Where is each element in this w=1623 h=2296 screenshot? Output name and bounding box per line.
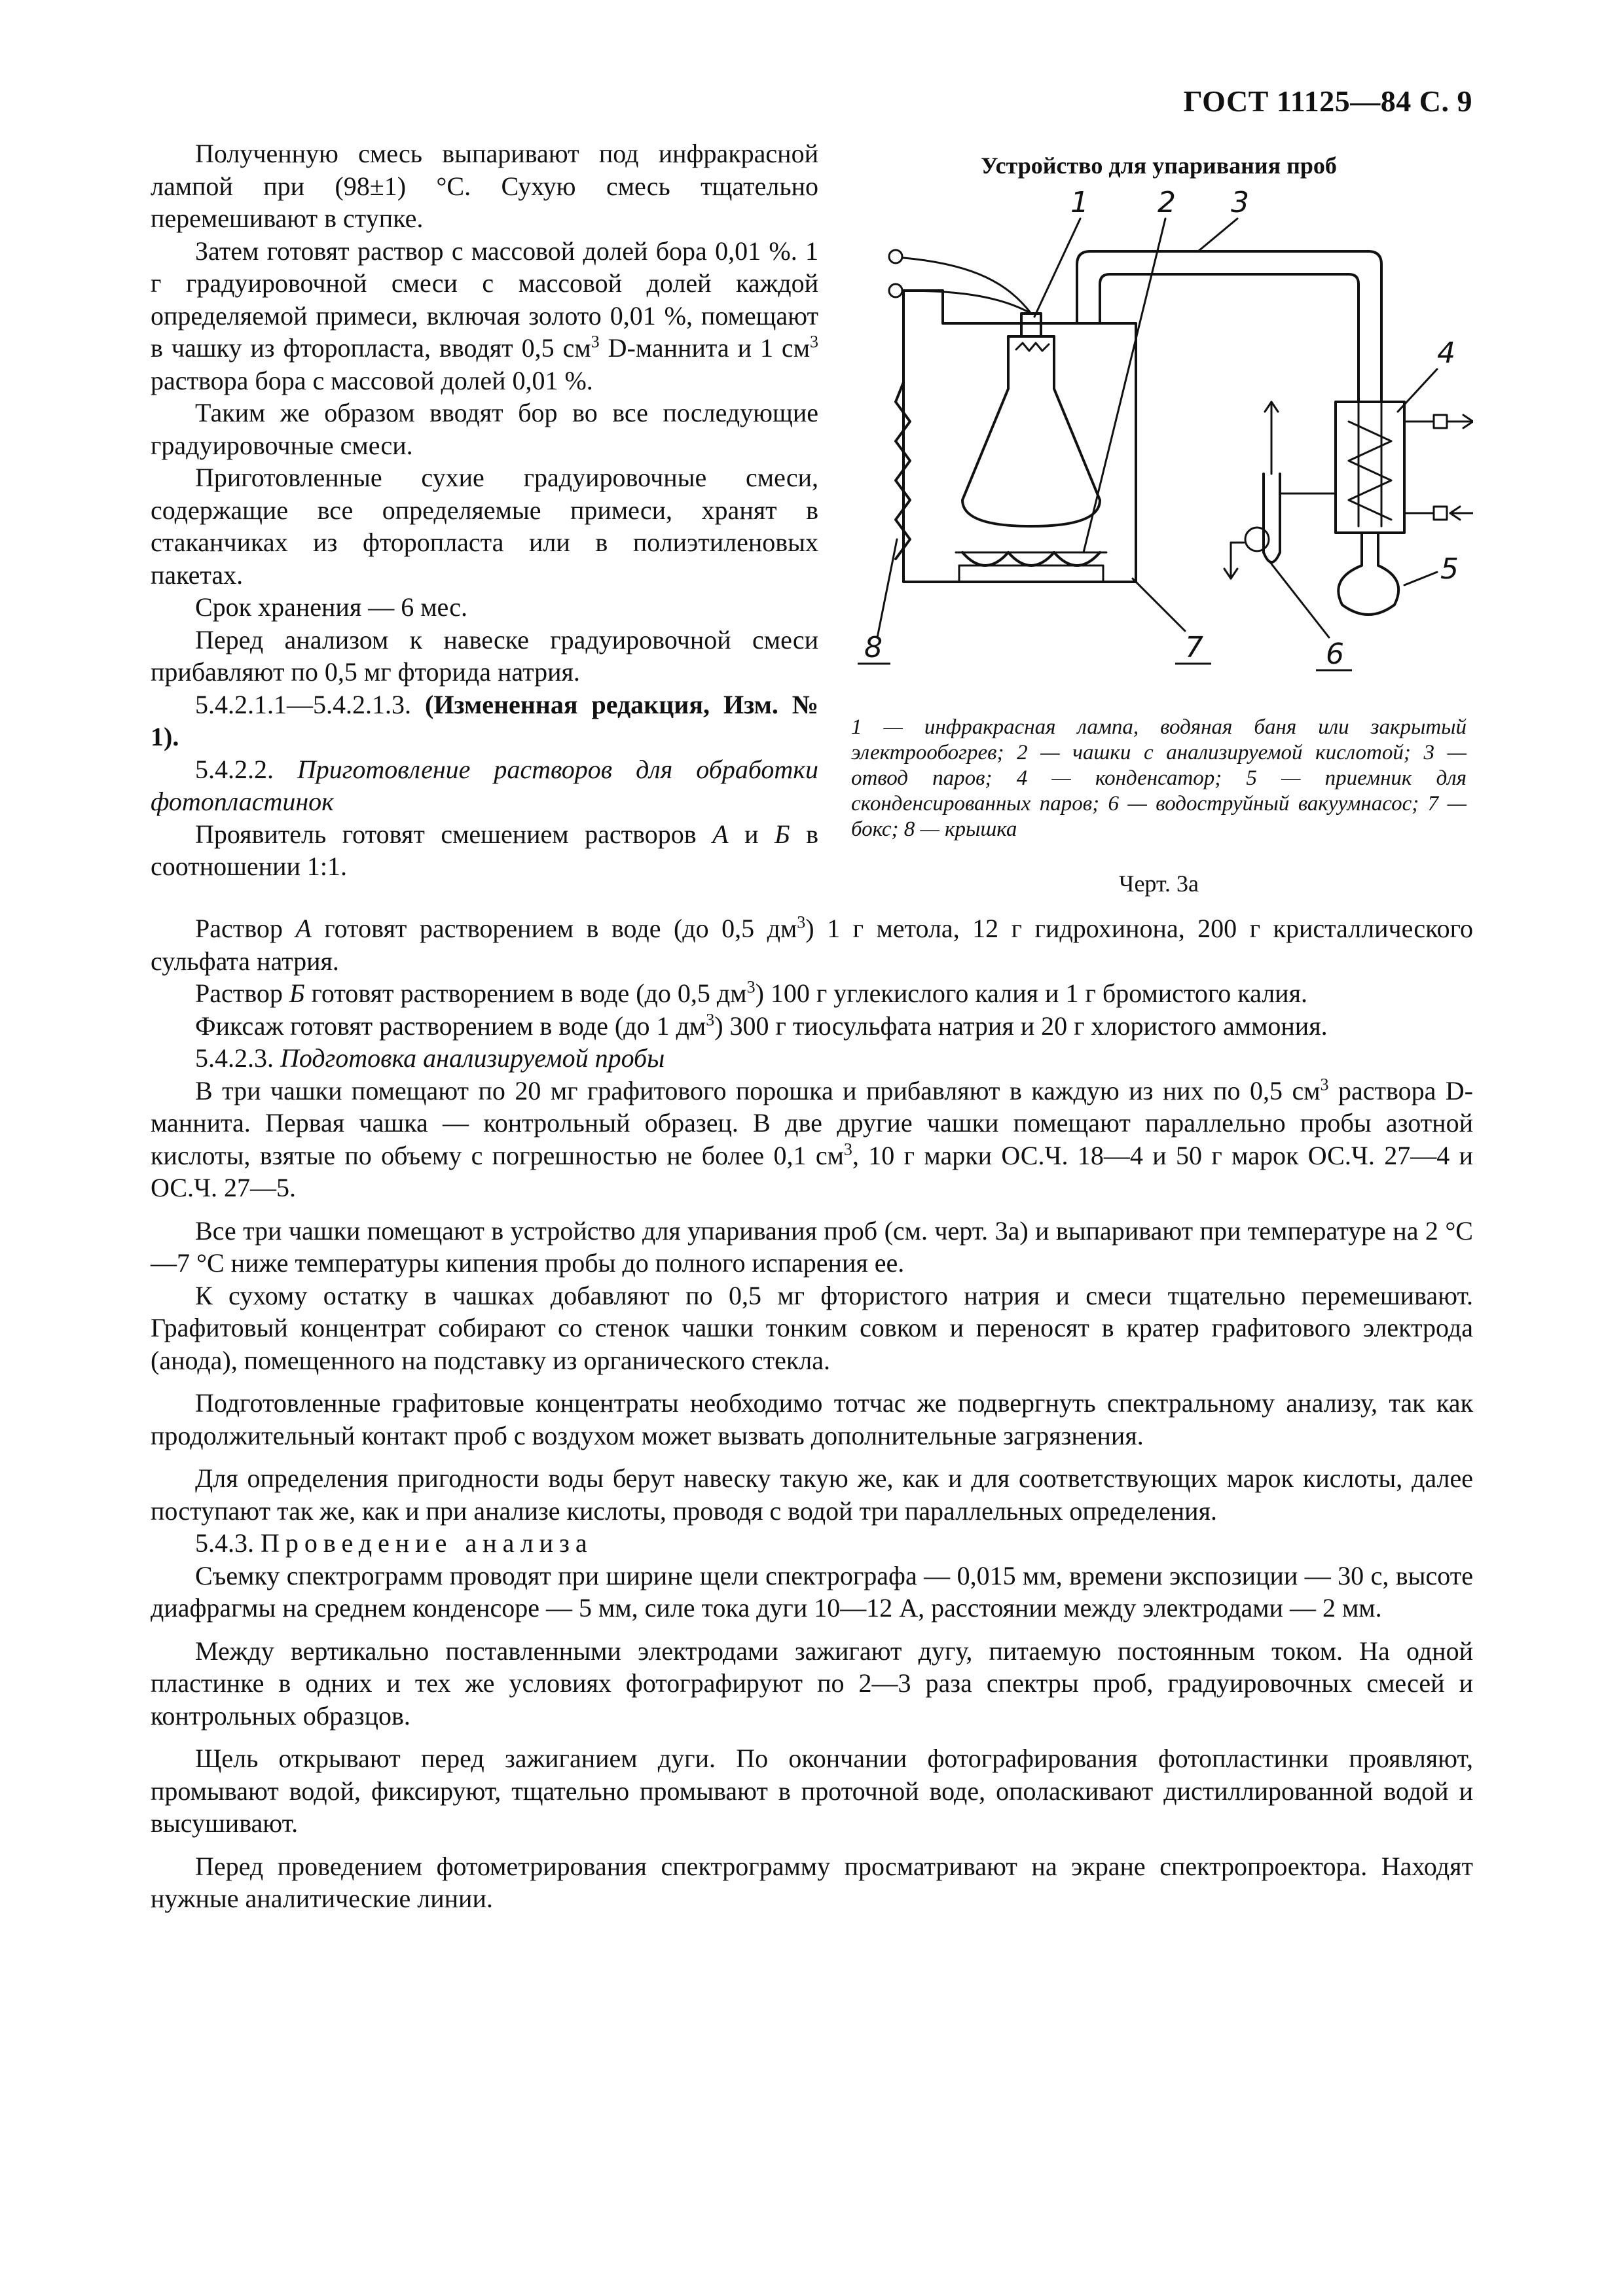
label-5: 5 <box>1440 552 1459 586</box>
paragraph: Щель открывают перед зажиганием дуги. По окончании фотографирования фотопластинки проявляют, промывают водой, фиксируют, тщательно промывают в проточной воде, ополаскивают дистиллированной водой и высушивают. <box>151 1744 1473 1838</box>
paragraph: В три чашки помещают по 20 мг графитового порошка и прибавляют в каждую из них по 0,5 $см^3$ раствора D-маннита. Первая чашка — контрольный образец. В две другие чашки помещают параллельно пробы азотной кислоты, взятые по объему с погрешностью не более 0,1 $см^3$, 10 г марки ОС.Ч. 18—4 и 50 г марок ОС.Ч. 27—4 и ОС.Ч. 27—5. <box>151 1075 1473 1202</box>
paragraph: Раствор Б готовят растворением в воде (до 0,5 $дм^3$) 100 г углекислого калия и 1 г бромистого калия. <box>195 977 1307 1008</box>
paragraph: Проявитель готовят смешением растворов А и Б в соотношении 1:1. <box>151 819 818 881</box>
apparatus-diagram <box>845 186 1473 696</box>
receiver-flask <box>1338 533 1398 615</box>
paragraph: Приготовленные сухие градуировочные смеси, содержащие все определяемые примеси, хранят в стаканчиках из фторопласта или в полиэтиленовых пакетах. <box>151 463 818 590</box>
label-8: 8 <box>864 631 883 664</box>
figure-number: Черт. 3а <box>1119 870 1199 897</box>
paragraph: Фиксаж готовят растворением в воде (до 1 $дм^3$) 300 г тиосульфата натрия и 20 г хлористого аммония. <box>195 1010 1328 1041</box>
label-4: 4 <box>1437 336 1455 370</box>
paragraph: Перед проведением фотометрирования спектрограмму просматривают на экране спектропроектора. Находят нужные аналитические линии. <box>151 1851 1473 1913</box>
left-column <box>151 137 818 883</box>
paragraph: Перед анализом к навеске градуировочной смеси прибавляют по 0,5 мг фторида натрия. <box>151 624 818 687</box>
paragraph: Таким же образом вводят бор во все последующие градуировочные смеси. <box>151 398 818 460</box>
sample-cups <box>962 552 1008 565</box>
paragraph: Раствор А готовят растворением в воде (до 0,5 $дм^3$) 1 г метола, 12 г гидрохинона, 200 г кристаллического сульфата натрия. <box>151 912 1473 976</box>
lamp-flask <box>962 336 1100 526</box>
section-heading: 5.4.3. Проведение анализа <box>195 1528 593 1558</box>
label-6: 6 <box>1326 637 1344 671</box>
paragraph: Подготовленные графитовые концентраты необходимо тотчас же подвергнуть спектральному анализу, так как продолжительный контакт проб с воздухом может вызвать дополнительные загрязнения. <box>151 1388 1473 1450</box>
paragraph: Между вертикально поставленными электродами зажигают дугу, питаемую постоянным током. На одной пластинке в одних и тех же условиях фотографируют по 2—3 раза спектры проб, градуировочных смесей и контрольных образцов. <box>151 1636 1473 1731</box>
section-heading: 5.4.2.3. Подготовка анализируемой пробы <box>195 1043 665 1073</box>
main-text <box>151 912 1473 1915</box>
condenser <box>1336 402 1404 533</box>
paragraph: Затем готовят раствор с массовой долей бора 0,01 %. 1 г градуировочной смеси с массовой долей каждой определяемой примеси, включая золото 0,01 %, помещают в чашку из фторопласта, вводят 0,5 $см^3$ D-маннита и 1 $см^3$ раствора бора с массовой долей 0,01 %. <box>151 236 819 395</box>
figure-caption: 1 — инфракрасная лампа, водяная баня или закрытый электрообогрев; 2 — чашки с анализируемой кислотой; 3 — отвод паров; 4 — конденсатор; 5 — приемник для сконденсированных паров; 6 — водоструйный вакуумнасос; 7 — бокс; 8 — крышка <box>851 715 1467 841</box>
label-1: 1 <box>1070 186 1089 219</box>
label-3: 3 <box>1231 186 1249 219</box>
paragraph: Съемку спектрограмм проводят при ширине щели спектрографа — 0,015 мм, времени экспозиции — 30 с, высоте диафрагмы на среднем конденсоре — 5 мм, силе тока дуги 10—12 А, расстоянии между электродами — 2 мм. <box>151 1560 1473 1623</box>
box-outline <box>903 291 1136 582</box>
figure-title: Устройство для упаривания проб <box>981 152 1337 179</box>
section-heading: 5.4.2.2. Приготовление растворов для обработки фотопластинок <box>151 754 819 816</box>
paragraph: Все три чашки помещают в устройство для упаривания проб (см. черт. 3а) и выпаривают при температуре на 2 °С—7 °С ниже температуры кипения пробы до полного испарения ее. <box>151 1215 1473 1278</box>
paragraph: Полученную смесь выпаривают под инфракрасной лампой при (98±1) °С. Сухую смесь тщательно перемешивают в ступке. <box>151 139 818 233</box>
label-2: 2 <box>1158 186 1176 219</box>
figure-block <box>845 152 1473 897</box>
page-header: ГОСТ 11125—84 С. 9 <box>1183 84 1472 118</box>
paragraph: Срок хранения — 6 мес. <box>195 592 468 622</box>
amendment-note: 5.4.2.1.1—5.4.2.1.3. (Измененная редакция, Изм. № 1). <box>151 689 819 751</box>
label-7: 7 <box>1185 631 1203 664</box>
vacuum-pump <box>1264 474 1280 552</box>
paragraph: К сухому остатку в чашках добавляют по 0,5 мг фтористого натрия и смеси тщательно перемешивают. Графитовый концентрат собирают со стенок чашки тонким совком и переносят в кратер графитового электрода (анода), помещенного на подставку из органического стекла. <box>151 1280 1473 1375</box>
paragraph: Для определения пригодности воды берут навеску такую же, как и для соответствующих марок кислоты, далее поступают так же, как и при анализе кислоты, проводя с водой три параллельных определения. <box>151 1463 1473 1526</box>
